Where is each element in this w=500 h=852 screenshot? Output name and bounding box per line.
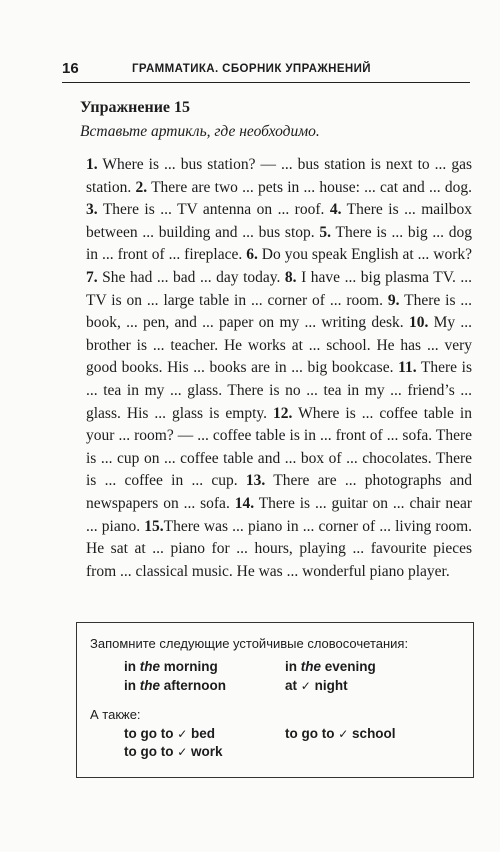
- item-text: Where is ... bus station? — ... bus station is next to ... gas station.: [86, 156, 472, 196]
- phrase-in-the-morning: [124, 659, 218, 674]
- item-number: 11.: [398, 359, 417, 377]
- zero-article-check-icon: ✓: [300, 679, 311, 693]
- item-text: My ... brother is ... teacher. He works at ... school. He has ... very good books. His ... books are in ... big bookcase.: [86, 314, 472, 377]
- phrase-article: the: [139, 659, 160, 674]
- phrase-word: in: [124, 678, 140, 693]
- item-text: There was ... piano in ... corner of ... living room. He sat at ... piano for ... hours, playing ... favourite pieces from ... classical music. He was ... wonderful piano player.: [86, 517, 473, 580]
- phrase-word: bed: [187, 726, 216, 741]
- item-number: 9.: [387, 291, 400, 309]
- phrase-word: to go to: [285, 726, 339, 741]
- phrase-go-to-school: [285, 726, 396, 741]
- rule-box-intro: Запомните следующие устойчивые словосочетания:: [90, 636, 409, 651]
- phrase-word: in: [124, 659, 140, 674]
- phrase-in-the-evening: [285, 659, 376, 674]
- item-text: There are ... photographs and newspapers on ... sofa.: [86, 472, 472, 512]
- item-text: There is ... guitar on ... chair near ... piano.: [86, 494, 472, 535]
- zero-article-check-icon: ✓: [177, 745, 188, 759]
- phrase-word: to go to: [124, 726, 178, 741]
- item-text: Do you speak English at ... work?: [257, 246, 472, 264]
- phrase-word: evening: [321, 659, 376, 674]
- phrase-word: to go to: [124, 744, 178, 759]
- item-number: 13.: [245, 472, 266, 490]
- phrase-word: in: [285, 659, 301, 674]
- item-number: 6.: [246, 246, 258, 264]
- item-number: 3.: [86, 201, 98, 219]
- rule-box: [76, 622, 474, 778]
- phrase-go-to-work: [124, 744, 223, 759]
- phrase-go-to-bed: [124, 726, 215, 741]
- page-number: 16: [62, 60, 79, 77]
- rule-box-also-label: А также:: [90, 707, 141, 722]
- item-number: 15.: [144, 517, 164, 535]
- phrase-article: the: [300, 659, 321, 674]
- exercise-instruction: Вставьте артикль, где необходимо.: [80, 123, 320, 140]
- item-number: 8.: [284, 268, 297, 286]
- item-text: There is ... big ... dog in ... front of ... fireplace.: [86, 223, 472, 264]
- item-text: There are two ... pets in ... house: ... cat and ... dog.: [147, 178, 472, 196]
- item-text: There is ... book, ... pen, and ... paper on my ... writing desk.: [86, 291, 473, 332]
- page-header: [62, 58, 470, 83]
- running-head: ГРАММАТИКА. СБОРНИК УПРАЖНЕНИЙ: [132, 63, 371, 75]
- phrase-word: school: [348, 726, 396, 741]
- item-number: 10.: [408, 314, 429, 332]
- phrase-at-night: [285, 678, 348, 693]
- item-number: 1.: [86, 156, 98, 173]
- phrase-article: the: [139, 678, 160, 693]
- item-number: 5.: [319, 223, 332, 241]
- exercise-text: [86, 154, 472, 583]
- item-text: I have ... big plasma TV. ... TV is on ... large table in ... corner of ... room.: [86, 268, 472, 309]
- item-text: There is ... tea in my ... glass. There is no ... tea in my ... friend’s ... glass. His ... glass is empty.: [86, 359, 472, 422]
- item-number: 4.: [329, 201, 342, 219]
- zero-article-check-icon: ✓: [177, 727, 188, 741]
- item-number: 12.: [273, 404, 293, 422]
- phrase-word: at: [285, 678, 301, 693]
- phrase-word: morning: [160, 659, 218, 674]
- item-text: She had ... bad ... day today.: [97, 268, 285, 286]
- item-text: Where is ... coffee table in your ... room? — ... coffee table is in ... front of ... sofa. There is ... cup on ... coffee table and ... box of ... chocolates. There is ... coffee in ... cup.: [86, 404, 472, 490]
- phrase-in-the-afternoon: [124, 678, 226, 693]
- phrase-word: work: [187, 744, 223, 759]
- item-text: There is ... mailbox between ... building and ... bus stop.: [86, 201, 472, 241]
- item-number: 2.: [135, 178, 148, 196]
- exercise-title: Упражнение 15: [80, 99, 191, 116]
- phrase-word: night: [310, 678, 348, 693]
- item-number: 7.: [86, 268, 98, 286]
- phrase-word: afternoon: [160, 678, 226, 693]
- item-text: There is ... TV antenna on ... roof.: [97, 201, 330, 219]
- zero-article-check-icon: ✓: [338, 727, 349, 741]
- item-number: 14.: [234, 494, 255, 512]
